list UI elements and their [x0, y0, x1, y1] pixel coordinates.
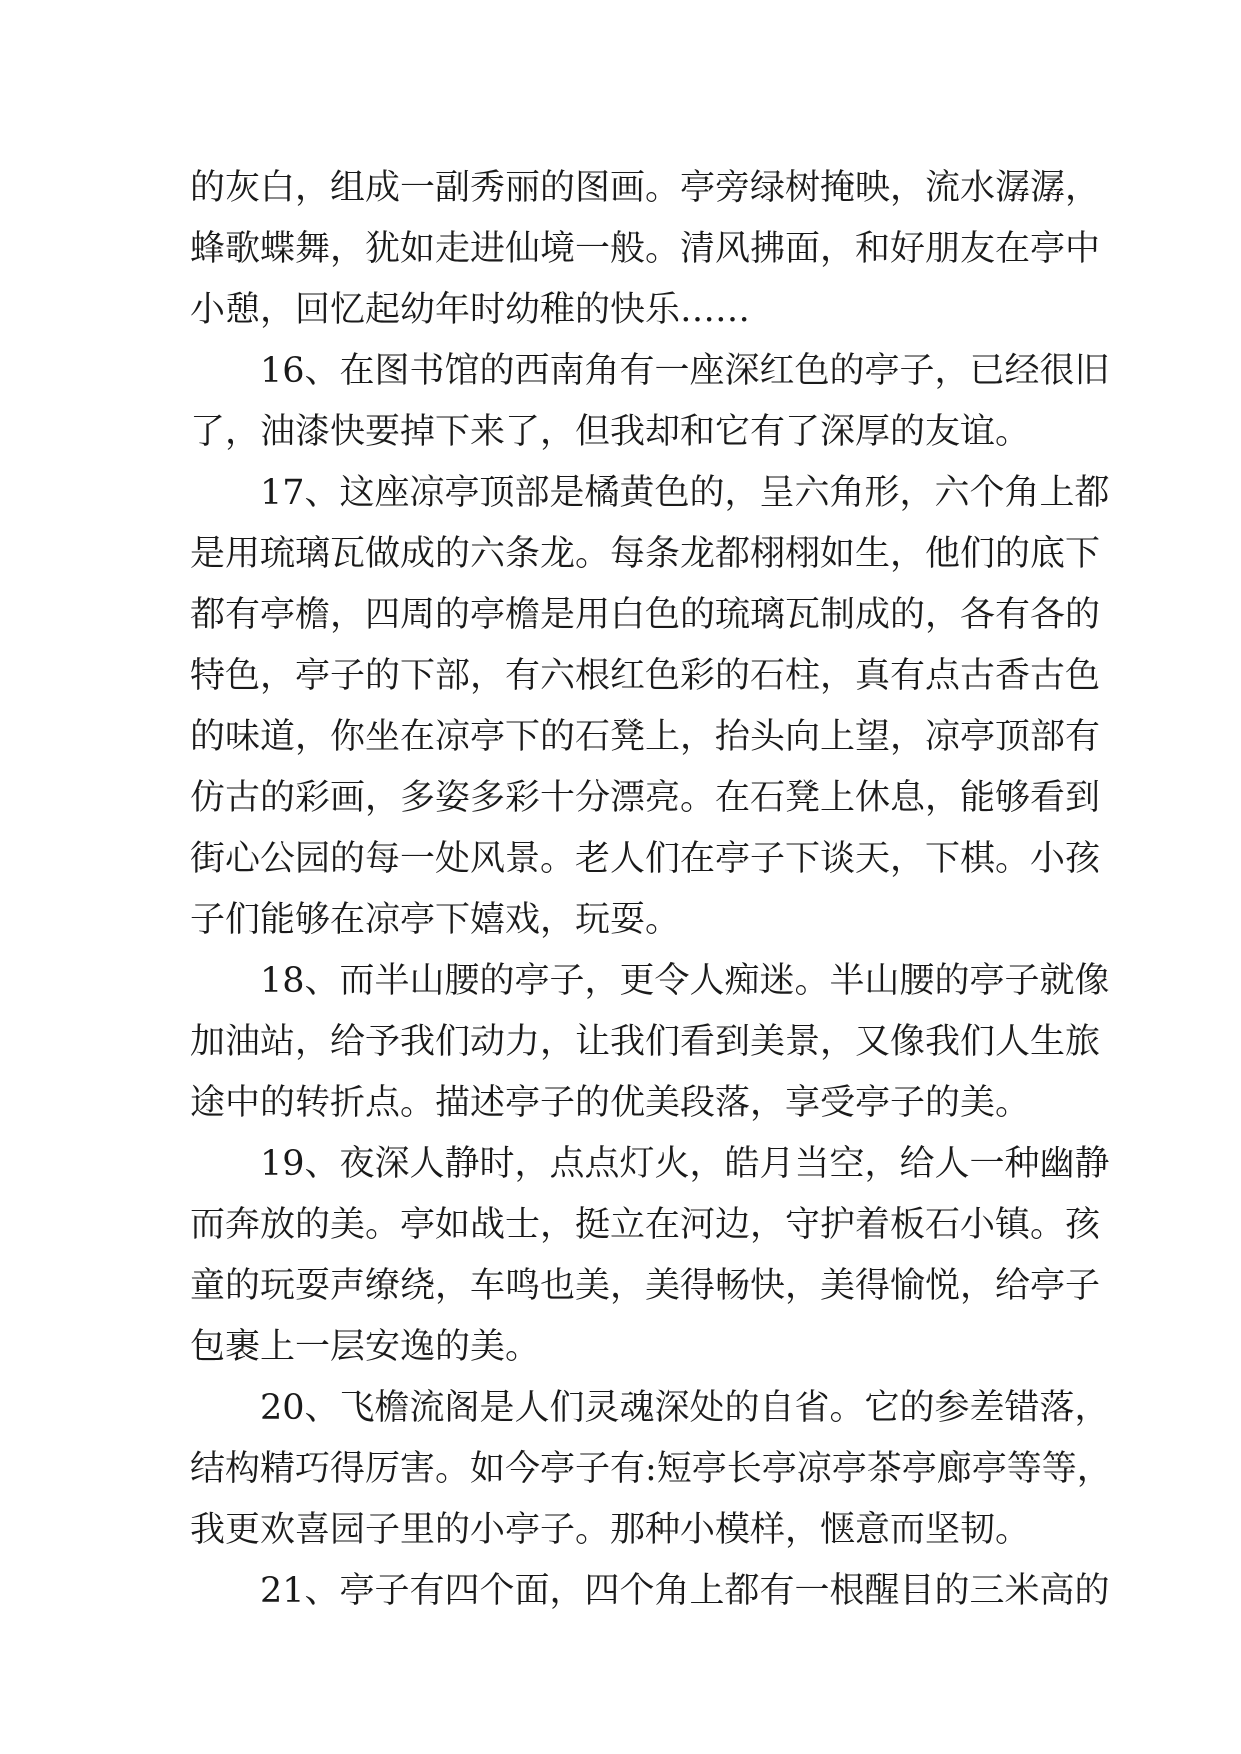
- text-line: 是用琉璃瓦做成的六条龙。每条龙都栩栩如生，他们的底下: [190, 534, 1101, 574]
- text-line: 加油站，给予我们动力，让我们看到美景，又像我们人生旅: [190, 1022, 1101, 1062]
- text-line: 而奔放的美。亭如战士，挺立在河边，守护着板石小镇。孩: [190, 1205, 1101, 1245]
- text-line: 途中的转折点。描述亭子的优美段落，享受亭子的美。: [190, 1083, 1031, 1123]
- text-line: 结构精巧得厉害。如今亭子有:短亭长亭凉亭茶亭廊亭等等，: [190, 1449, 1112, 1489]
- text-line: 蜂歌蝶舞，犹如走进仙境一般。清风拂面，和好朋友在亭中: [190, 229, 1101, 269]
- text-line: 我更欢喜园子里的小亭子。那种小模样，惬意而坚韧。: [190, 1510, 1031, 1550]
- paragraph-16-start: 16、在图书馆的西南角有一座深红色的亭子，已经很旧: [260, 351, 1110, 391]
- text-line: 小憩，回忆起幼年时幼稚的快乐……: [190, 290, 751, 330]
- paragraph-20-start: 20、飞檐流阁是人们灵魂深处的自省。它的参差错落，: [260, 1388, 1110, 1428]
- text-line: 街心公园的每一处风景。老人们在亭子下谈天，下棋。小孩: [190, 839, 1101, 879]
- document-body: [190, 158, 1112, 1622]
- text-line: 的灰白，组成一副秀丽的图画。亭旁绿树掩映，流水潺潺，: [190, 168, 1101, 208]
- text-line: 仿古的彩画，多姿多彩十分漂亮。在石凳上休息，能够看到: [190, 778, 1101, 818]
- text-line: 包裹上一层安逸的美。: [190, 1327, 541, 1367]
- paragraph-18-start: 18、而半山腰的亭子，更令人痴迷。半山腰的亭子就像: [260, 961, 1110, 1001]
- text-line: 的味道，你坐在凉亭下的石凳上，抬头向上望，凉亭顶部有: [190, 717, 1101, 757]
- text-line: 子们能够在凉亭下嬉戏，玩耍。: [190, 900, 681, 940]
- paragraph-17-start: 17、这座凉亭顶部是橘黄色的，呈六角形，六个角上都: [260, 473, 1110, 513]
- text-line: 特色，亭子的下部，有六根红色彩的石柱，真有点古香古色: [190, 656, 1101, 696]
- paragraph-21-start: 21、亭子有四个面，四个角上都有一根醒目的三米高的: [260, 1571, 1110, 1611]
- text-line: 童的玩耍声缭绕，车鸣也美，美得畅快，美得愉悦，给亭子: [190, 1266, 1101, 1306]
- text-line: 都有亭檐，四周的亭檐是用白色的琉璃瓦制成的，各有各的: [190, 595, 1101, 635]
- paragraph-19-start: 19、夜深人静时，点点灯火，皓月当空，给人一种幽静: [260, 1144, 1110, 1184]
- text-line: 了，油漆快要掉下来了，但我却和它有了深厚的友谊。: [190, 412, 1031, 452]
